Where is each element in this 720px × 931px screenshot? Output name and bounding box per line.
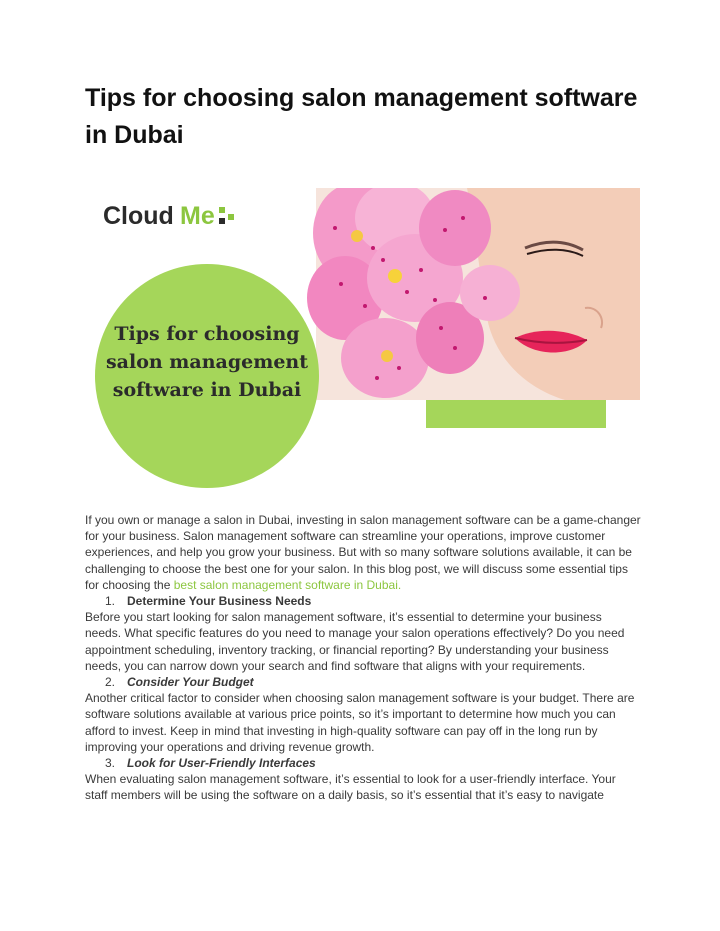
green-circle — [95, 264, 319, 488]
intro-text: If you own or manage a salon in Dubai, investing in salon management software can be a game-changer for your business. Salon management software can streamline your operations, improve customer experiences, and help you grow your business. But with so many software solutions available, it can be challenging to choose the best one for your salon. In this blog post, we will discuss some essential tips for choosing the — [85, 513, 641, 592]
logo-dots-icon — [219, 207, 234, 224]
accent-bar — [426, 400, 606, 428]
section-number-2: 2. — [105, 675, 116, 690]
section-number-1: 1. — [105, 594, 116, 609]
banner-heading-line-1: Tips for choosing — [114, 323, 300, 345]
section-body-3: When evaluating salon management software, it’s essential to look for a user-friendly interface. Your staff members will be using the software on a daily basis, so it’s essential that it’s easy to navigate — [85, 772, 616, 803]
section-body-2: Another critical factor to consider when choosing salon management software is your budget. There are software solutions available at various price points, so it’s important to determine how much you can afford to invest. Keep in mind that investing in high-quality software can pay off in the long run by improving your operations and driving revenue growth. — [85, 691, 635, 754]
section-heading-2 — [85, 674, 641, 690]
section-title-1: Determine Your Business Needs — [127, 594, 312, 609]
intro-paragraph — [85, 512, 641, 593]
banner-heading-line-3: software in Dubai — [112, 379, 302, 401]
page-title: Tips for choosing salon management software in Dubai — [85, 84, 638, 149]
section-number-3: 3. — [105, 756, 116, 771]
salon-software-link[interactable]: best salon management software in Dubai. — [173, 577, 402, 592]
section-title-3: Look for User-Friendly Interfaces — [127, 756, 316, 771]
hero-banner — [95, 188, 640, 488]
article-body — [85, 512, 641, 804]
section-body-1: Before you start looking for salon management software, it’s essential to determine your business needs. What specific features do you need to manage your salon operations effectively? Do you need appointment scheduling, inventory tracking, or financial reporting? By understanding your business needs, you can narrow down your search and find software that aligns with your requirements. — [85, 610, 625, 673]
section-heading-1 — [85, 593, 641, 609]
section-title-2: Consider Your Budget — [127, 675, 254, 690]
banner-heading-line-2: salon management — [105, 351, 309, 373]
logo-accent: Me — [180, 202, 215, 230]
logo-text: Cloud — [103, 202, 174, 230]
section-heading-3 — [85, 755, 641, 771]
